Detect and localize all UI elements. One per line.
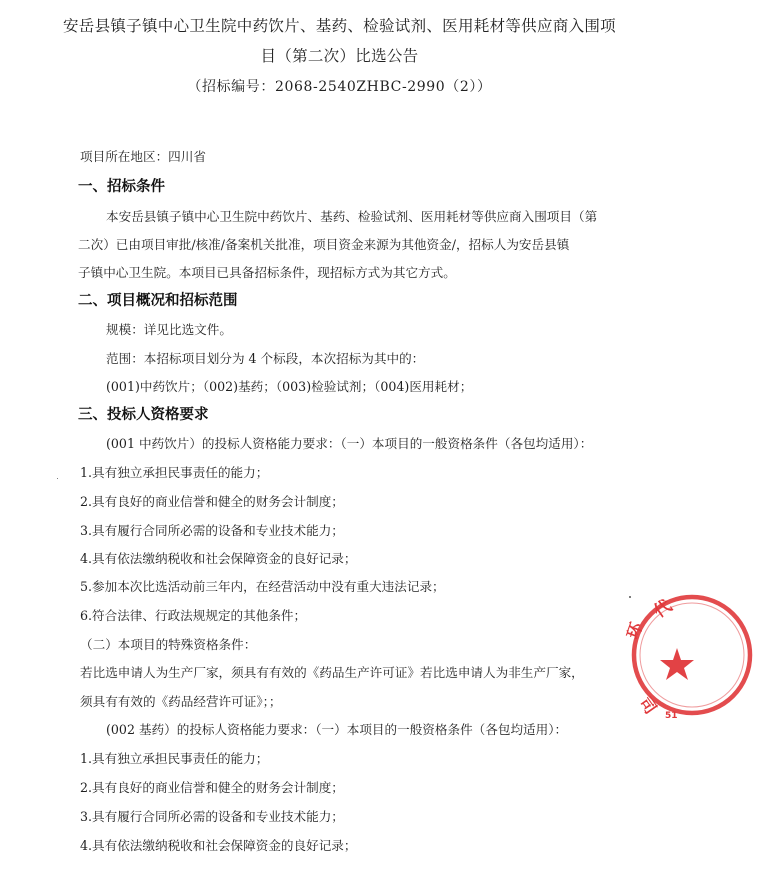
bid-number: （招标编号：2068-2540ZHBC-2990（2）） [187, 79, 492, 95]
special-requirements-heading: （二）本项目的特殊资格条件： [80, 637, 257, 652]
document-title-line-2: 目（第二次）比选公告 [260, 47, 419, 65]
project-scope: 范围：本招标项目划分为 4 个标段，本次招标为其中的： [106, 351, 425, 366]
section-1-line-1: 本安岳县镇子镇中心卫生院中药饮片、基药、检验试剂、医用耗材等供应商入围项目（第 [106, 209, 598, 224]
lot-2-item-2: 2.具有良好的商业信誉和健全的财务会计制度； [80, 780, 344, 795]
lot-1-item-2: 2.具有良好的商业信誉和健全的财务会计制度； [80, 494, 344, 509]
section-2-heading: 二、项目概况和招标范围 [78, 293, 238, 309]
seal-star [660, 648, 694, 680]
section-1-line-3: 子镇中心卫生院。本项目已具备招标条件，现招标方式为其它方式。 [78, 265, 456, 280]
lot-2-item-1: 1.具有独立承担民事责任的能力； [80, 751, 269, 766]
section-1-line-2: 二次）已由项目审批/核准/备案机关批准，项目资金来源为其他资金/，招标人为安岳县镇 [78, 237, 570, 252]
section-1-heading: 一、招标条件 [78, 179, 165, 195]
document-title-line-1: 安岳县镇子镇中心卫生院中药饮片、基药、检验试剂、医用耗材等供应商入围项 [62, 17, 616, 35]
special-requirements-line-1: 若比选申请人为生产厂家，须具有有效的《药品生产许可证》若比选申请人为非生产厂家， [80, 665, 584, 680]
project-region: 项目所在地区：四川省 [80, 149, 206, 164]
section-3-heading: 三、投标人资格要求 [78, 407, 209, 423]
lot-1-requirements-intro: (001 中药饮片）的投标人资格能力要求：（一）本项目的一般资格条件（各包均适用）： [106, 436, 593, 451]
lot-1-item-1: 1.具有独立承担民事责任的能力； [80, 465, 269, 480]
seal-number: 51 [665, 711, 678, 721]
seal-char-3: 司 [635, 693, 661, 718]
lot-1-item-3: 3.具有履行合同所必需的设备和专业技术能力； [80, 523, 344, 538]
lot-1-item-4: 4.具有依法缴纳税收和社会保障资金的良好记录； [80, 551, 357, 566]
lot-1-item-5: 5.参加本次比选活动前三年内，在经营活动中没有重大违法记录； [80, 579, 445, 594]
seal-char-2: 环 [622, 619, 647, 642]
lot-2-requirements-intro: (002 基药）的投标人资格能力要求：（一）本项目的一般资格条件（各包均适用）： [106, 722, 568, 737]
lot-2-item-3: 3.具有履行合同所必需的设备和专业技术能力； [80, 809, 344, 824]
seal-char-1: 代 [650, 595, 676, 623]
lot-2-item-4: 4.具有依法缴纳税收和社会保障资金的良好记录； [80, 838, 357, 853]
lot-1-item-6: 6.符合法律、行政法规规定的其他条件； [80, 608, 307, 623]
project-scale: 规模：详见比选文件。 [106, 322, 232, 337]
official-seal-stamp [622, 590, 759, 721]
special-requirements-line-2: 须具有有效的《药品经营许可证》；； [80, 694, 282, 709]
lot-list: (001)中药饮片；（002)基药；（003)检验试剂；（004)医用耗材； [106, 379, 473, 394]
scan-speck [57, 478, 58, 479]
